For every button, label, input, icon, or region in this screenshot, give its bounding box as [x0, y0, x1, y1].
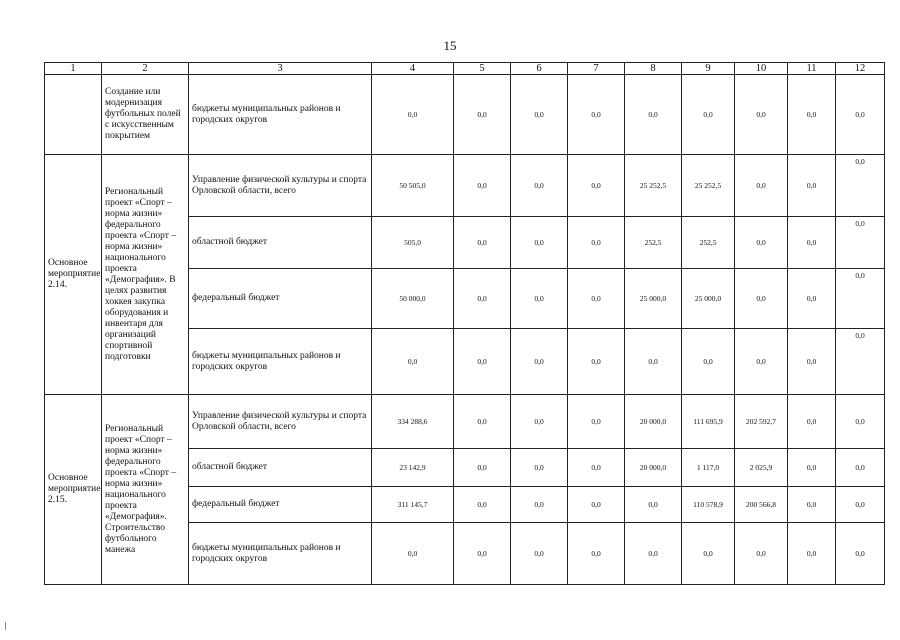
table-row	[45, 395, 885, 449]
value-cell: 505,0	[372, 217, 454, 269]
value-cell: 0,0	[511, 523, 568, 585]
value-cell: 334 288,6	[372, 395, 454, 449]
value-cell: 0,0	[511, 217, 568, 269]
event-id-cell: Основное мероприятие 2.14.	[45, 155, 102, 395]
funding-source-cell: бюджеты муниципальных районов и городских округов	[189, 329, 372, 395]
column-number: 11	[788, 63, 836, 75]
column-number-row	[45, 63, 885, 75]
value-cell: 0,0	[788, 523, 836, 585]
event-name-cell: Создание или модернизация футбольных полей с искусственным покрытием	[102, 75, 189, 155]
value-cell: 0,0	[625, 329, 682, 395]
scan-mark	[5, 622, 6, 630]
value-cell: 0,0	[788, 217, 836, 269]
table-row	[45, 75, 885, 155]
value-cell: 0,0	[568, 395, 625, 449]
column-number: 10	[735, 63, 788, 75]
value-cell: 20 000,0	[625, 449, 682, 487]
value-cell: 0,0	[788, 155, 836, 217]
funding-source-cell: Управление физической культуры и спорта Орловской области, всего	[189, 155, 372, 217]
value-cell: 0,0	[568, 329, 625, 395]
value-cell: 252,5	[682, 217, 735, 269]
column-number: 3	[189, 63, 372, 75]
funding-source-cell: федеральный бюджет	[189, 487, 372, 523]
value-cell: 0,0	[625, 523, 682, 585]
value-cell: 0,0	[735, 329, 788, 395]
value-text: 0,0	[855, 157, 865, 166]
column-number: 4	[372, 63, 454, 75]
funding-source-cell: федеральный бюджет	[189, 269, 372, 329]
column-number: 5	[454, 63, 511, 75]
column-number: 9	[682, 63, 735, 75]
value-cell: 0,0	[454, 449, 511, 487]
value-cell: 0,0	[372, 75, 454, 155]
value-cell: 25 000,0	[682, 269, 735, 329]
column-number: 7	[568, 63, 625, 75]
event-name-cell: Региональный проект «Спорт – норма жизни» федерального проекта «Спорт – норма жизни» национального проекта «Демография». Строительство футбольного манежа	[102, 395, 189, 585]
column-number: 6	[511, 63, 568, 75]
value-cell: 0,0	[511, 75, 568, 155]
page-number: 15	[443, 38, 457, 53]
value-cell: 0,0	[568, 217, 625, 269]
value-cell: 23 142,9	[372, 449, 454, 487]
value-cell: 25 252,5	[625, 155, 682, 217]
value-cell: 0,0	[568, 487, 625, 523]
value-cell: 0,0	[625, 487, 682, 523]
column-number: 8	[625, 63, 682, 75]
value-cell: 0,0	[511, 329, 568, 395]
value-cell: 0,0	[568, 269, 625, 329]
value-cell: 0,0	[788, 329, 836, 395]
value-cell: 0,0	[454, 395, 511, 449]
column-number: 12	[836, 63, 885, 75]
value-cell: 111 695,9	[682, 395, 735, 449]
value-cell	[836, 217, 885, 269]
value-cell: 0,0	[682, 329, 735, 395]
value-cell: 0,0	[454, 155, 511, 217]
value-cell: 0,0	[735, 217, 788, 269]
value-cell: 0,0	[511, 487, 568, 523]
value-cell: 0,0	[682, 523, 735, 585]
value-cell: 0,0	[788, 269, 836, 329]
funding-source-cell: областной бюджет	[189, 217, 372, 269]
event-id-cell	[45, 75, 102, 155]
value-text: 0,0	[855, 219, 865, 228]
value-cell: 0,0	[788, 487, 836, 523]
value-cell: 25 000,0	[625, 269, 682, 329]
value-cell: 311 145,7	[372, 487, 454, 523]
value-cell: 0,0	[735, 75, 788, 155]
funding-source-cell: бюджеты муниципальных районов и городских округов	[189, 523, 372, 585]
value-cell: 0,0	[836, 523, 885, 585]
value-cell	[836, 329, 885, 395]
value-cell: 0,0	[788, 449, 836, 487]
value-cell: 0,0	[454, 523, 511, 585]
value-cell	[836, 155, 885, 217]
value-cell: 0,0	[372, 523, 454, 585]
value-cell: 0,0	[788, 75, 836, 155]
value-cell: 0,0	[372, 329, 454, 395]
value-cell: 110 578,9	[682, 487, 735, 523]
value-cell: 20 000,0	[625, 395, 682, 449]
value-cell: 0,0	[454, 217, 511, 269]
value-cell: 0,0	[735, 269, 788, 329]
value-cell: 252,5	[625, 217, 682, 269]
value-cell: 50 000,0	[372, 269, 454, 329]
value-cell: 0,0	[568, 449, 625, 487]
event-id-cell: Основное мероприятие 2.15.	[45, 395, 102, 585]
value-cell: 0,0	[788, 395, 836, 449]
value-cell: 1 117,0	[682, 449, 735, 487]
value-cell: 0,0	[682, 75, 735, 155]
value-text: 0,0	[855, 271, 865, 280]
value-cell: 0,0	[735, 523, 788, 585]
value-cell: 0,0	[568, 155, 625, 217]
value-cell: 0,0	[511, 449, 568, 487]
value-cell: 0,0	[836, 75, 885, 155]
value-cell: 0,0	[511, 395, 568, 449]
value-cell: 25 252,5	[682, 155, 735, 217]
value-cell: 202 592,7	[735, 395, 788, 449]
value-cell: 0,0	[511, 269, 568, 329]
column-number: 2	[102, 63, 189, 75]
value-cell: 0,0	[625, 75, 682, 155]
value-cell: 50 505,0	[372, 155, 454, 217]
column-number: 1	[45, 63, 102, 75]
value-cell: 0,0	[454, 329, 511, 395]
value-cell: 0,0	[836, 449, 885, 487]
budget-table	[44, 62, 885, 585]
funding-source-cell: Управление физической культуры и спорта Орловской области, всего	[189, 395, 372, 449]
value-cell	[836, 269, 885, 329]
table-row	[45, 155, 885, 217]
value-cell: 0,0	[568, 75, 625, 155]
event-name-cell: Региональный проект «Спорт – норма жизни» федерального проекта «Спорт – норма жизни» национального проекта «Демография». В целях развития хоккея закупка оборудования и инвентаря для организаций спортивной подготовки	[102, 155, 189, 395]
value-cell: 0,0	[511, 155, 568, 217]
value-cell: 0,0	[454, 269, 511, 329]
value-cell: 0,0	[735, 155, 788, 217]
value-cell: 0,0	[568, 523, 625, 585]
funding-source-cell: бюджеты муниципальных районов и городских округов	[189, 75, 372, 155]
funding-source-cell: областной бюджет	[189, 449, 372, 487]
value-cell: 0,0	[454, 75, 511, 155]
value-cell: 0,0	[454, 487, 511, 523]
value-cell: 200 566,8	[735, 487, 788, 523]
value-text: 0,0	[855, 331, 865, 340]
value-cell: 0,0	[836, 395, 885, 449]
value-cell: 2 025,9	[735, 449, 788, 487]
value-cell: 0,0	[836, 487, 885, 523]
